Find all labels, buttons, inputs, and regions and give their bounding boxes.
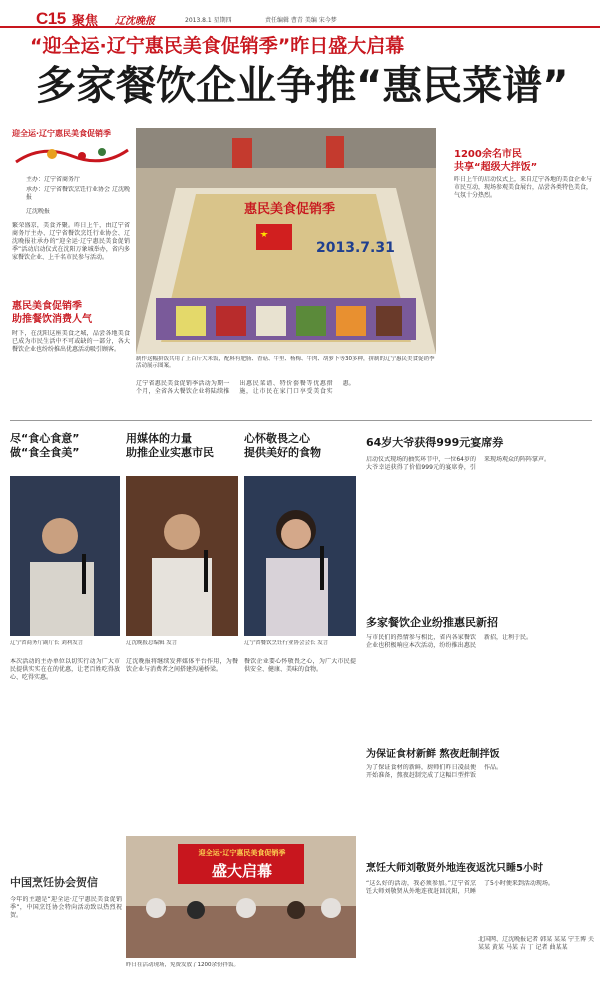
organizer-line-1: 主办：辽宁省商务厅 (26, 176, 81, 183)
article-chef-title: 烹饪大师刘敬贤外地连夜返沈只睡5小时 (366, 863, 543, 874)
editor-credit: 责任编辑 曹青 美编 宋今梦 (265, 17, 337, 24)
decorative-flourish-icon (12, 140, 130, 170)
rice-date-sign: 2013.7.31 (316, 240, 395, 256)
main-headline: 多家餐饮企业争推“惠民菜谱” (36, 63, 569, 109)
feature-title-1: 尽“食心食意” 做“食全食美” (10, 432, 80, 459)
speaker-photo-2 (126, 476, 238, 636)
main-photo (136, 128, 436, 354)
organizer-line-2: 承办：辽宁省餐饮烹饪行业协会 辽沈晚报 (26, 186, 130, 201)
speaker-photo-3 (244, 476, 356, 636)
feature-title-3: 心怀敬畏之心 提供美好的食物 (244, 432, 321, 459)
section-name: 聚焦 (72, 14, 99, 29)
main-photo-caption: 制作这幅拼饭共用了上百斤大米饭，配料有肥肠、香菇、牛里、杨梅、牛肉、胡萝卜等30多种，拼制的辽宁惠民美食促销季活动展示图案。 (136, 356, 435, 369)
congrats-box (10, 876, 122, 972)
speaker-1-image (10, 476, 120, 636)
speaker-caption-3: 辽宁省餐饮烹饪行业协会会长 发言 (244, 640, 329, 646)
rice-share-text: 昨日上午的启动仪式上，来自辽宁各地的美食企业与市民互动，现场参观美食展台，品尝各类特色美食，气氛十分热烈。 (454, 176, 592, 199)
speaker-3-image (244, 476, 356, 636)
paper-logo: 辽沈晚报 (115, 16, 155, 27)
kicker-headline: “迎全运·辽宁惠民美食促销季”昨日盛大启幕 (30, 35, 405, 57)
event-box-title: 迎全运·辽宁惠民美食促销季 (12, 129, 112, 138)
feature-column-3 (244, 432, 356, 460)
feature-title-2: 用媒体的力量 助推企业实惠市民 (126, 432, 214, 459)
article-chef-text: “这么好的活动，我必须参加。”辽宁省烹饪大师刘敬贤从外地连夜赶回沈阳，只睡了5小时便来到活动现场。 (366, 880, 554, 895)
article-coop-text: 与市民们的热情参与相比，省内各家餐饮企业也积极响应本次活动，纷纷推出惠民新招，让利于民。 (366, 634, 533, 649)
mid-paragraph: 辽宁省惠民美食促销季活动为期一个月，全省各大餐饮企业将陆续推出惠民菜谱、特价套餐等优惠措施，让市民在家门口享受美食实惠。 (136, 380, 355, 395)
article-banquet-text: 启动仪式现场的抽奖环节中，一位64岁的大爷幸运获得了价值999元的宴席券，引来现场观众的阵阵掌声。 (366, 456, 551, 471)
article-banquet-title: 64岁大爷获得999元宴席券 (366, 436, 504, 449)
congrats-title: 中国烹饪协会贺信 (10, 876, 98, 889)
divider-rule (10, 420, 592, 421)
article-coop-title: 多家餐饮企业纷推惠民新招 (366, 616, 498, 629)
feature-column-2 (126, 432, 242, 460)
bottom-photo (126, 836, 356, 958)
subhead-rice-share: 1200余名市民 共享“超级大拌饭” (454, 149, 538, 173)
lead-paragraph: 繁荣盛京，美食齐聚。昨日上午，由辽宁省商务厅主办、辽宁省餐饮烹饪行业协会、辽沈晚报社承办的“迎全运·辽宁惠民美食促销季”活动启动仪式在沈阳万象城举办，省内多家餐饮企业、上千名市民参与活动。 (12, 222, 130, 261)
speaker-caption-1: 辽宁省商务厅副厅长 刘利发言 (10, 640, 84, 646)
congrats-text: 今年的主题是“迎全运·辽宁惠民美食促销季”，中国烹饪协会特向活动致以热烈祝贺。 (10, 896, 122, 919)
page-number: C15 (36, 9, 66, 28)
feature-text-2: 辽沈晚报将继续发挥媒体平台作用，为餐饮企业与消费者之间搭建沟通桥梁。 (126, 658, 238, 673)
subhead-promotion: 惠民美食促销季 助推餐饮消费人气 (12, 301, 92, 325)
feature-text-1: 本次活动的主办单位以切实行动为广大市民提供实实在在的优惠，让老百姓吃得放心、吃得实惠。 (10, 658, 120, 681)
masthead (0, 0, 600, 28)
speaker-2-image (126, 476, 238, 636)
rice-banner-text: 惠民美食促销季 (244, 202, 336, 217)
feature-column-1 (10, 432, 114, 460)
article-innovate-title: 为保证食材新鲜 熬夜赶制拌饭 (366, 749, 500, 760)
bottom-banner-line1: 迎全运·辽宁惠民美食促销季 (198, 849, 286, 857)
byline: 北国网、辽沈晚报记者 韩某 某某 宁王博 关某某 黄某 马某 吉 丁 记者 曲某某 (478, 936, 594, 951)
issue-date: 2013.8.1 星期四 (185, 17, 232, 24)
organizer-line-3: 辽沈晚报 (26, 208, 51, 215)
bottom-banner-line2: 盛大启幕 (211, 862, 272, 880)
event-info-box (12, 128, 132, 220)
bottom-photo-caption: 昨日在活动现场，免费发放了1200余份拌饭。 (126, 962, 239, 968)
article-innovate-text: 为了保证食材的新鲜，厨师们昨日凌晨便开始准备，熬夜赶制完成了这幅巨型拌饭作品。 (366, 764, 503, 779)
feature-text-3: 餐饮企业要心怀敬畏之心，为广大市民提供安全、健康、美味的食物。 (244, 658, 356, 673)
speaker-photo-1 (10, 476, 120, 636)
speaker-caption-2: 辽沈晚报总编辑 发言 (126, 640, 178, 646)
promotion-text: 时下，在沈阳这座美食之城，品尝各地美食已成为市民生活中不可或缺的一部分，各大餐饮企业也纷纷推出优惠活动吸引顾客。 (12, 330, 130, 353)
